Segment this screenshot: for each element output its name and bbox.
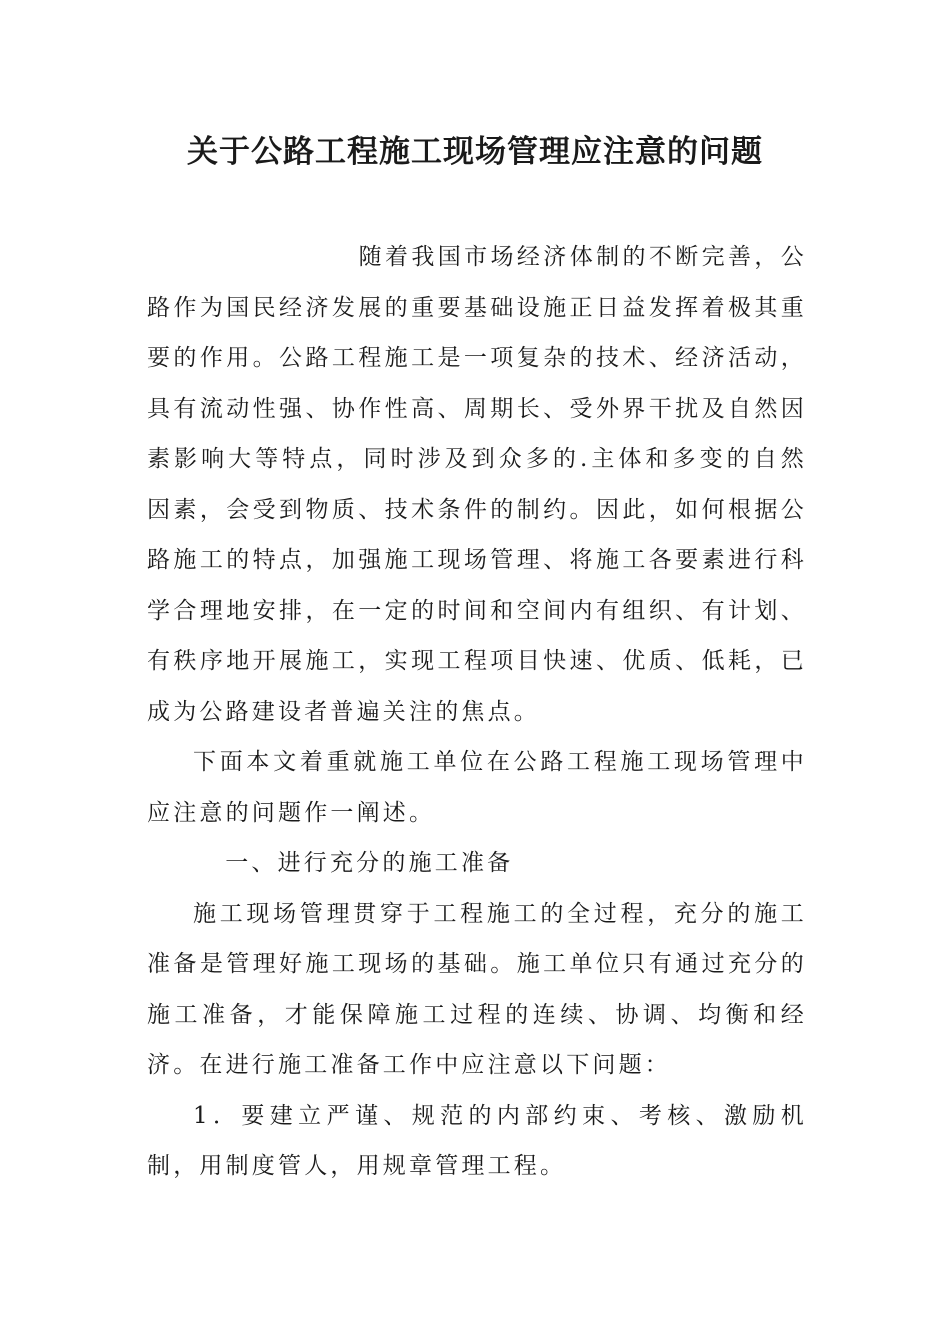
section-heading-preparation: 一、进行充分的施工准备	[225, 850, 514, 876]
document-title: 关于公路工程施工现场管理应注意的问题	[187, 134, 763, 170]
list-item-1: 1．要建立严谨、规范的内部约束、考核、激励机制，用制度管人，用规章管理工程。	[147, 1102, 807, 1179]
paragraph-preparation: 施工现场管理贯穿于工程施工的全过程，充分的施工准备是管理好施工现场的基础。施工单位只有通过充分的施工准备，才能保障施工过程的连续、协调、均衡和经济。在进行施工准备工作中应注意以下问题：	[147, 900, 807, 1078]
paragraph-intro: 随着我国市场经济体制的不断完善，公路作为国民经济发展的重要基础设施正日益发挥着极其重要的作用。公路工程施工是一项复杂的技术、经济活动，具有流动性强、协作性高、周期长、受外界干扰及自然因素影响大等特点，同时涉及到众多的.主体和多变的自然因素，会受到物质、技术条件的制约。因此，如何根据公路施工的特点，加强施工现场管理、将施工各要素进行科学合理地安排，在一定的时间和空间内有组织、有计划、有秩序地开展施工，实现工程项目快速、优质、低耗，已成为公路建设者普遍关注的焦点。	[147, 244, 807, 725]
document-body	[147, 232, 807, 1192]
paragraph-overview: 下面本文着重就施工单位在公路工程施工现场管理中应注意的问题作一阐述。	[147, 749, 807, 826]
